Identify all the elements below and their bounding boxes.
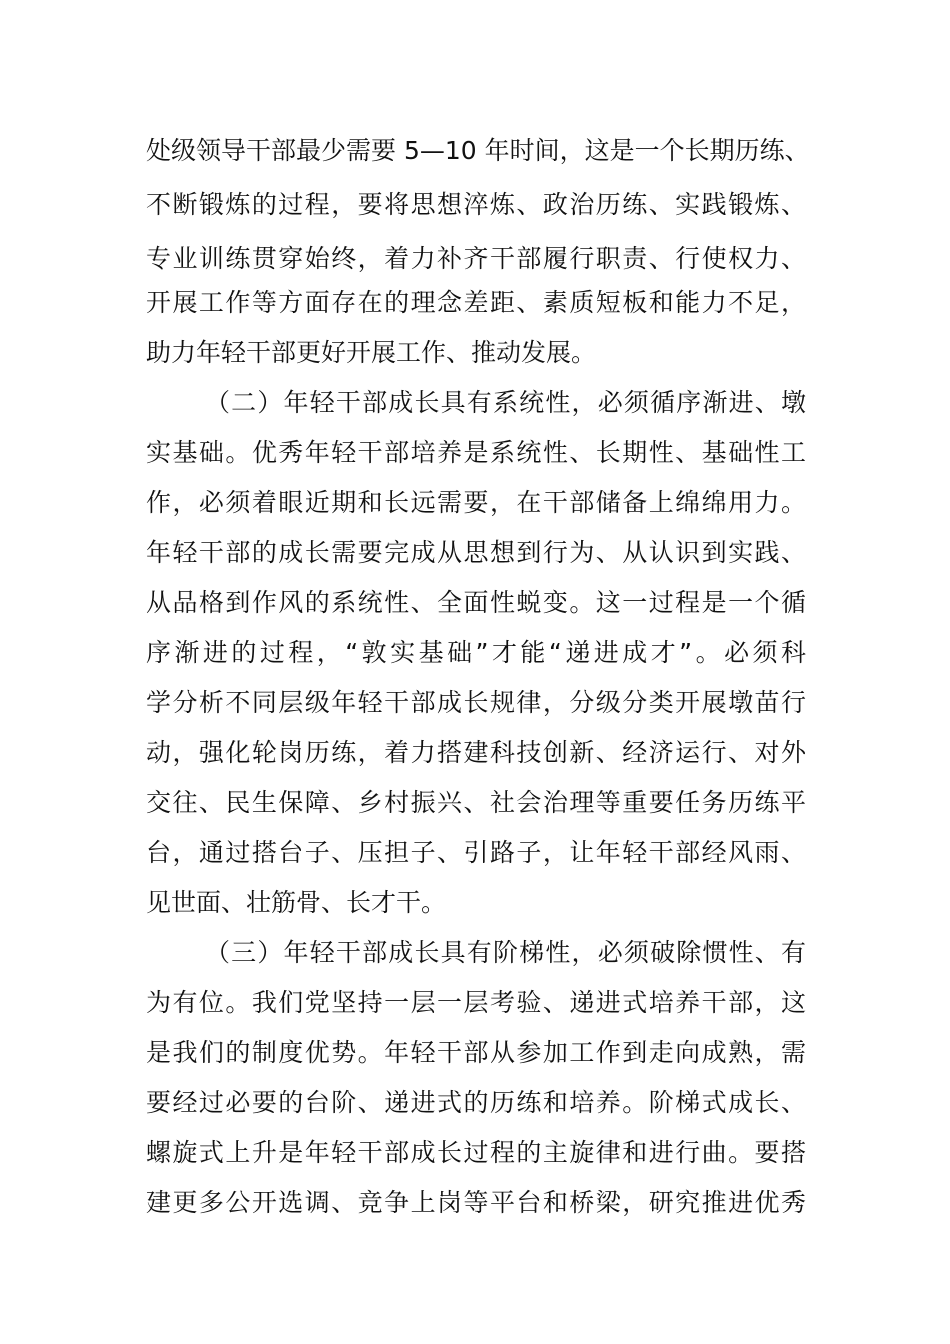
text-line: 从品格到作风的系统性、全面性蜕变。这一过程是一个循 <box>146 588 806 617</box>
text-line: 见世面、壮筋骨、长才干。 <box>146 888 447 917</box>
text-line: 作，必须着眼近期和长远需要，在干部储备上绵绵用力。 <box>146 488 806 517</box>
text-line: 开展工作等方面存在的理念差距、素质短板和能力不足， <box>146 288 806 317</box>
text-line: 要经过必要的台阶、递进式的历练和培养。阶梯式成长、 <box>146 1088 806 1117</box>
text-line: 序渐进的过程，“敦实基础”才能“递进成才”。必须科 <box>146 638 806 667</box>
text-line: 螺旋式上升是年轻干部成长过程的主旋律和进行曲。要搭 <box>146 1138 806 1167</box>
text-line: 学分析不同层级年轻干部成长规律，分级分类开展墩苗行 <box>146 688 806 717</box>
text-line: 是我们的制度优势。年轻干部从参加工作到走向成熟，需 <box>146 1038 806 1067</box>
text-line: 实基础。优秀年轻干部培养是系统性、长期性、基础性工 <box>146 438 806 467</box>
text-line: 助力年轻干部更好开展工作、推动发展。 <box>146 338 597 367</box>
text-line: 年轻干部的成长需要完成从思想到行为、从认识到实践、 <box>146 538 806 567</box>
text-line: 动，强化轮岗历练，着力搭建科技创新、经济运行、对外 <box>146 738 806 767</box>
text-line: 不断锻炼的过程，要将思想淬炼、政治历练、实践锻炼、 <box>146 190 806 219</box>
text-line: 为有位。我们党坚持一层一层考验、递进式培养干部，这 <box>146 988 806 1017</box>
paragraph-heading-line: （二）年轻干部成长具有系统性，必须循序渐进、墩 <box>205 388 806 417</box>
paragraph-heading-line: （三）年轻干部成长具有阶梯性，必须破除惯性、有 <box>205 938 806 967</box>
text-line: 处级领导干部最少需要 5—10 年时间，这是一个长期历练、 <box>146 136 810 165</box>
text-line: 交往、民生保障、乡村振兴、社会治理等重要任务历练平 <box>146 788 806 817</box>
text-line: 台，通过搭台子、压担子、引路子，让年轻干部经风雨、 <box>146 838 806 867</box>
text-line: 建更多公开选调、竞争上岗等平台和桥梁，研究推进优秀 <box>146 1188 806 1217</box>
text-line: 专业训练贯穿始终，着力补齐干部履行职责、行使权力、 <box>146 244 806 273</box>
